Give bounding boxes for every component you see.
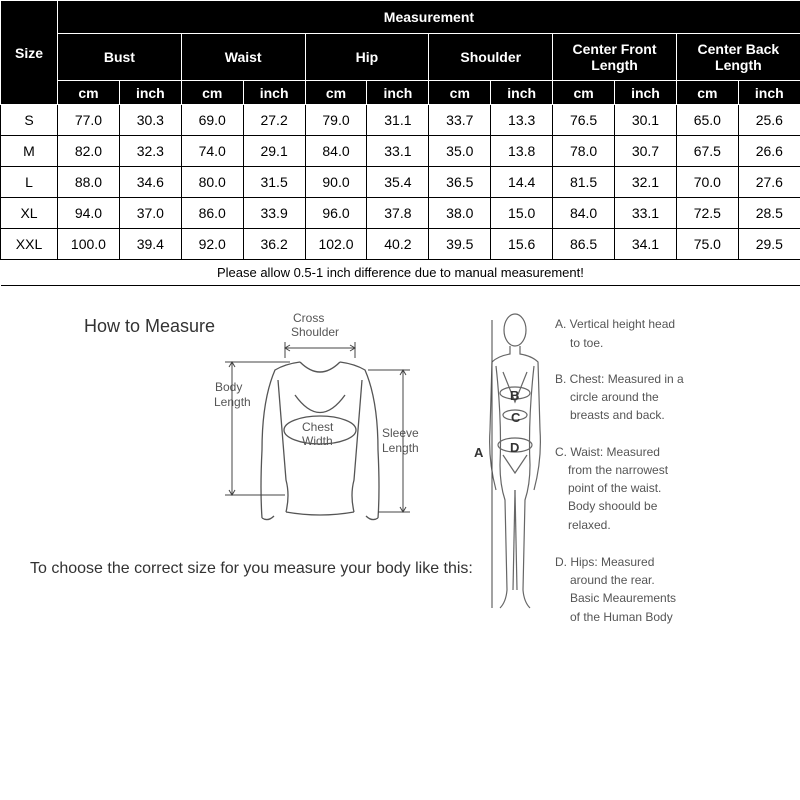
size-header: Size (1, 1, 58, 105)
measurement-header: Measurement (58, 1, 800, 34)
measurement-cell: 102.0 (305, 229, 367, 260)
description-d-line: Basic Meaurements (570, 591, 677, 605)
size-label: M (1, 136, 58, 167)
measurement-cell: 30.1 (615, 105, 677, 136)
measurement-cell: 92.0 (181, 229, 243, 260)
measurement-cell: 36.2 (243, 229, 305, 260)
measurement-cell: 94.0 (58, 198, 120, 229)
measurement-cell: 74.0 (181, 136, 243, 167)
measurement-cell: 33.9 (243, 198, 305, 229)
group-header-bust: Bust (58, 34, 182, 81)
description-b-line: circle around the (570, 390, 659, 404)
measurement-cell: 37.0 (119, 198, 181, 229)
measurement-cell: 28.5 (738, 198, 800, 229)
description-c-line: Body shoould be (568, 499, 658, 513)
size-row (1, 229, 800, 260)
unit-cm: cm (181, 81, 243, 105)
human-body-figure-icon (490, 314, 541, 608)
measurement-cell: 15.0 (491, 198, 553, 229)
cross-shoulder-label-1: Cross (293, 311, 325, 325)
measurement-cell: 96.0 (305, 198, 367, 229)
sleeve-length-label-2: Length (382, 441, 419, 455)
measurement-cell: 100.0 (58, 229, 120, 260)
unit-cm: cm (58, 81, 120, 105)
measurement-cell: 76.5 (553, 105, 615, 136)
size-label: L (1, 167, 58, 198)
measurement-cell: 65.0 (676, 105, 738, 136)
measurement-cell: 78.0 (553, 136, 615, 167)
description-c-line: C. Waist: Measured (555, 445, 660, 459)
unit-cm: cm (305, 81, 367, 105)
measurement-cell: 30.3 (119, 105, 181, 136)
measurement-cell: 31.5 (243, 167, 305, 198)
description-b-line: B. Chest: Measured in a (555, 372, 684, 386)
measurement-cell: 79.0 (305, 105, 367, 136)
measurement-cell: 39.5 (429, 229, 491, 260)
measurement-cell: 67.5 (676, 136, 738, 167)
description-c-line: from the narrowest (568, 463, 669, 477)
measurement-cell: 13.8 (491, 136, 553, 167)
how-to-measure-title: How to Measure (84, 316, 216, 336)
measurement-cell: 84.0 (305, 136, 367, 167)
body-length-label-2: Length (214, 395, 251, 409)
size-chart-table (0, 0, 800, 286)
figure-label-c: C (511, 410, 521, 425)
measurement-cell: 30.7 (615, 136, 677, 167)
size-label: XL (1, 198, 58, 229)
measurement-cell: 80.0 (181, 167, 243, 198)
group-header-center-front-length: Center Front Length (553, 34, 677, 81)
description-b (555, 372, 684, 422)
measurement-cell: 70.0 (676, 167, 738, 198)
body-length-label-1: Body (215, 380, 243, 394)
measurement-cell: 77.0 (58, 105, 120, 136)
measurement-cell: 15.6 (491, 229, 553, 260)
description-d (555, 555, 676, 624)
description-c-line: point of the waist. (568, 481, 662, 495)
measurement-cell: 37.8 (367, 198, 429, 229)
measurement-cell: 31.1 (367, 105, 429, 136)
unit-inch: inch (615, 81, 677, 105)
unit-header-row (1, 81, 800, 105)
measurement-cell: 36.5 (429, 167, 491, 198)
description-b-line: breasts and back. (570, 408, 665, 422)
unit-inch: inch (243, 81, 305, 105)
description-a (555, 317, 675, 350)
unit-inch: inch (491, 81, 553, 105)
description-a-line: A. Vertical height head (555, 317, 676, 331)
size-rows (1, 105, 800, 260)
measurement-cell: 35.4 (367, 167, 429, 198)
chest-width-label-2: Width (302, 434, 333, 448)
cross-shoulder-label-2: Shoulder (291, 325, 340, 339)
group-header-hip: Hip (305, 34, 429, 81)
measurement-cell: 81.5 (553, 167, 615, 198)
description-a-line: to toe. (570, 336, 604, 350)
figure-label-b: B (510, 388, 520, 403)
measurement-cell: 34.6 (119, 167, 181, 198)
measurement-cell: 27.6 (738, 167, 800, 198)
unit-inch: inch (119, 81, 181, 105)
measurement-cell: 32.1 (615, 167, 677, 198)
figure-label-a: A (474, 445, 484, 460)
measurement-cell: 33.1 (367, 136, 429, 167)
description-c-line: relaxed. (568, 518, 611, 532)
size-label: XXL (1, 229, 58, 260)
unit-cm: cm (553, 81, 615, 105)
measurement-cell: 26.6 (738, 136, 800, 167)
measurement-cell: 29.1 (243, 136, 305, 167)
figure-label-d: D (510, 440, 520, 455)
group-header-shoulder: Shoulder (429, 34, 553, 81)
measurement-cell: 88.0 (58, 167, 120, 198)
measurement-note: Please allow 0.5-1 inch difference due to manual measurement! (1, 260, 800, 286)
cross-shoulder-arrow (285, 342, 355, 358)
measurement-cell: 25.6 (738, 105, 800, 136)
description-d-line: D. Hips: Measured (555, 555, 655, 569)
measurement-cell: 14.4 (491, 167, 553, 198)
chest-width-label-1: Chest (302, 420, 334, 434)
measurement-cell: 33.1 (615, 198, 677, 229)
how-to-measure-guide (0, 290, 800, 670)
description-c (555, 445, 669, 532)
measurement-cell: 29.5 (738, 229, 800, 260)
description-d-line: around the rear. (570, 573, 655, 587)
measurement-cell: 40.2 (367, 229, 429, 260)
size-row (1, 198, 800, 229)
size-row (1, 167, 800, 198)
measurement-cell: 90.0 (305, 167, 367, 198)
size-row (1, 136, 800, 167)
group-header-waist: Waist (181, 34, 305, 81)
unit-cm: cm (676, 81, 738, 105)
measurement-cell: 13.3 (491, 105, 553, 136)
size-row (1, 105, 800, 136)
measurement-cell: 72.5 (676, 198, 738, 229)
measurement-cell: 33.7 (429, 105, 491, 136)
measurement-cell: 27.2 (243, 105, 305, 136)
description-d-line: of the Human Body (570, 610, 673, 624)
measurement-cell: 34.1 (615, 229, 677, 260)
unit-cm: cm (429, 81, 491, 105)
group-header-center-back-length: Center Back Length (676, 34, 800, 81)
sleeve-length-label-1: Sleeve (382, 426, 419, 440)
measurement-cell: 86.0 (181, 198, 243, 229)
choose-size-instruction: To choose the correct size for you measure your body like this: (30, 560, 473, 577)
measurement-cell: 84.0 (553, 198, 615, 229)
measurement-cell: 35.0 (429, 136, 491, 167)
measurement-cell: 38.0 (429, 198, 491, 229)
size-label: S (1, 105, 58, 136)
measurement-cell: 32.3 (119, 136, 181, 167)
measurement-cell: 86.5 (553, 229, 615, 260)
unit-inch: inch (367, 81, 429, 105)
measurement-cell: 69.0 (181, 105, 243, 136)
unit-inch: inch (738, 81, 800, 105)
measurement-cell: 75.0 (676, 229, 738, 260)
measurement-cell: 39.4 (119, 229, 181, 260)
measurement-cell: 82.0 (58, 136, 120, 167)
